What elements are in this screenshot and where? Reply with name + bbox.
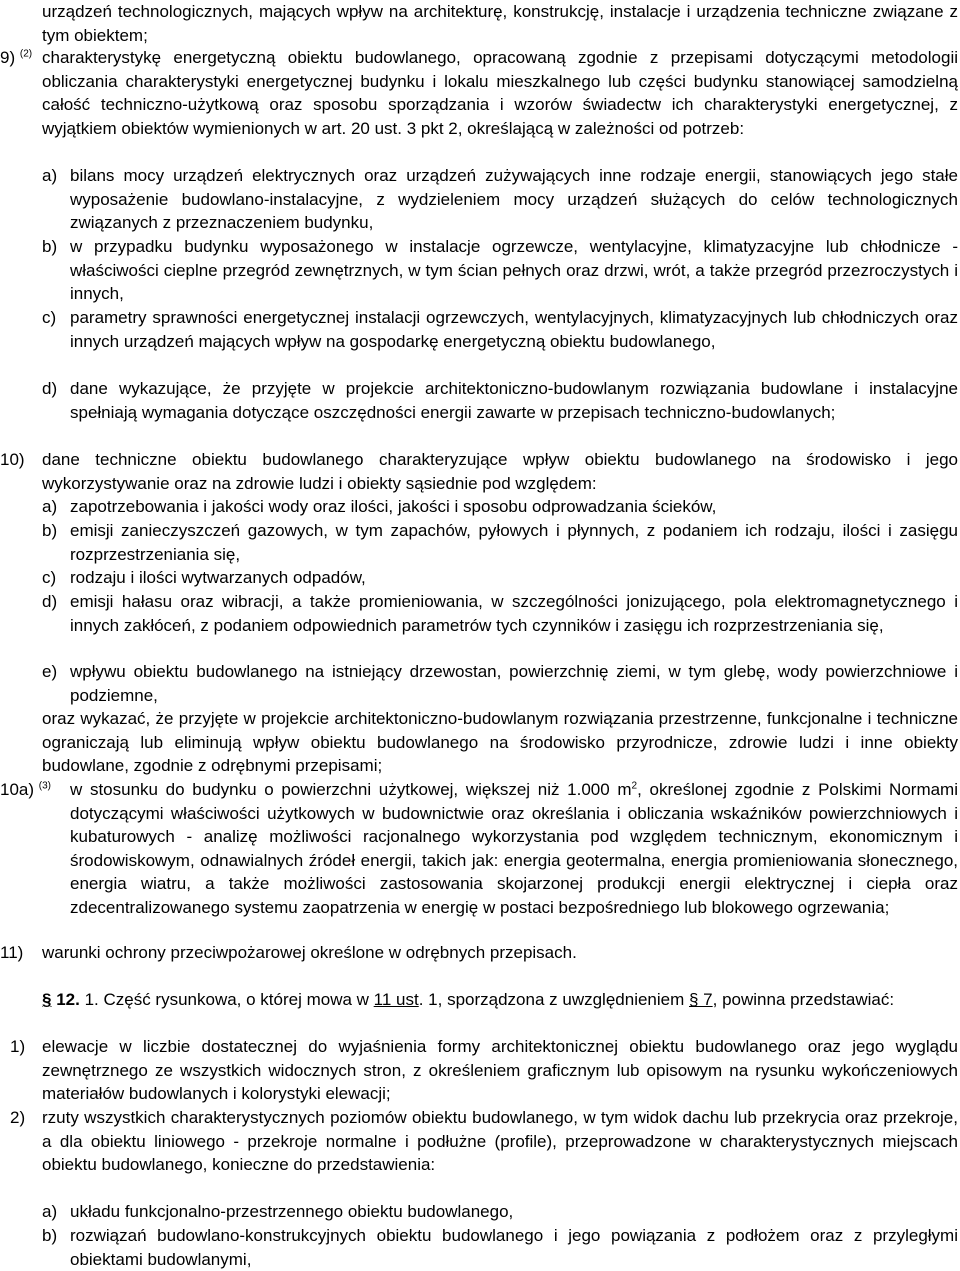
reference-link[interactable]: § 7: [689, 990, 713, 1009]
subitem-text: rodzaju i ilości wytwarzanych odpadów,: [70, 568, 366, 587]
item-text: rzuty wszystkich charakterystycznych poziomów obiektu budowlanego, w tym widok dachu lub przekrycia oraz przekroje, a dla obiektu liniowego - przekroje normalne i podłużne (profile), przeprowadzone w charakterystycznych miejscach obiektu budowlanego, konieczne do przedstawienia:: [42, 1108, 958, 1175]
reference-link[interactable]: 11 ust: [373, 990, 419, 1009]
subitem-text: zapotrzebowania i jakości wody oraz ilości, jakości i sposobu odprowadzania ścieków,: [70, 497, 717, 516]
item-text: warunki ochrony przeciwpożarowej określone w odrębnych przepisach.: [42, 943, 577, 962]
subitem-letter: e): [42, 662, 58, 681]
subitem-letter: d): [42, 379, 58, 398]
item-number: 9) $^{(2)}$: [0, 48, 33, 67]
subitem-text: bilans mocy urządzeń elektrycznych oraz urządzeń zużywających inne rodzaje energii, stanowiących jego stałe wyposażenie budowlano-instalacyjne, z wydzieleniem mocy urządzeń służących do celów technologicznych związanych z przeznaczeniem budynku,: [70, 166, 958, 233]
subitem-text: dane wykazujące, że przyjęte w projekcie architektoniczno-budowlanym rozwiązania budowlane i instalacyjne spełniają wymagania dotyczące oszczędności energii zawarte w przepisach techniczno-budowlanych;: [70, 379, 958, 422]
item-text: elewacje w liczbie dostatecznej do wyjaśnienia formy architektonicznej obiektu budowlanego oraz jego wyglądu zewnętrznego ze wszystkich widocznych stron, z określeniem graficznym lub opisowym na rysunku wykończeniowych materiałów budowlanych i kolorystyki elewacji;: [42, 1037, 958, 1104]
paragraph-text: § 12. 1. Część rysunkowa, o której mowa w 11 ust. 1, sporządzona z uwzględnieniem § 7, powinna przedstawiać:: [42, 990, 895, 1009]
paragraph-text: urządzeń technologicznych, mających wpływ na architekturę, konstrukcję, instalacje i urządzenia techniczne związane z tym obiektem;: [42, 2, 958, 45]
subitem-letter: d): [42, 592, 58, 611]
item-number: 10): [0, 450, 25, 469]
subitem-letter: a): [42, 1202, 58, 1221]
subitem-text: emisji hałasu oraz wibracji, a także promieniowania, w szczególności jonizującego, pola elektromagnetycznego i innych zakłóceń, z podaniem odpowiednich parametrów tych czynników i zasięgu ich rozprzestrzeniania się,: [70, 592, 958, 635]
footnote-marker: (2): [19, 48, 33, 60]
subitem-letter: c): [42, 308, 57, 327]
subitem-text: rozwiązań budowlano-konstrukcyjnych obiektu budowlanego i jego powiązania z podłożem oraz z przyległymi obiektami budowlanymi,: [70, 1226, 958, 1269]
item-number: 10a) $^{(3)}$: [0, 780, 51, 799]
subitem-text: wpływu obiektu budowlanego na istniejący drzewostan, powierzchnię ziemi, w tym glebę, wody powierzchniowe i podziemne,: [70, 662, 958, 705]
paragraph-number: 12.: [56, 990, 80, 1009]
section-sign: §: [42, 990, 52, 1009]
item-text: charakterystykę energetyczną obiektu budowlanego, opracowaną zgodnie z przepisami dotyczącymi metodologii obliczania charakterystyki energetycznej budynku i lokalu mieszkalnego lub części budynku stanowiącej samodzielną całość techniczno-użytkową oraz sposobu sporządzania i wzorów świadectw ich charakterystyki energetycznej, z wyjątkiem obiektów wymienionych w art. 20 ust. 3 pkt 2, określającą w zależności od potrzeb:: [42, 48, 958, 138]
item-text: w stosunku do budynku o powierzchni użytkowej, większej niż 1.000 $m^2$, określonej zgodnie z Polskimi Normami dotyczącymi właściwości użytkowych w budownictwie oraz określania i obliczania wskaźników powierzchniowych i kubaturowych - analizę możliwości racjonalnego wykorzystania pod względem technicznym, ekonomicznym i środowiskowym, odnawialnych źródeł energii, takich jak: energia geotermalna, energia promieniowania słonecznego, energia wiatru, a także możliwości zastosowania skojarzonej produkcji energii elektrycznej i ciepła oraz zdecentralizowanego systemu zaopatrzenia w energię w postaci bezpośredniego lub blokowego ogrzewania;: [70, 780, 958, 917]
subitem-letter: b): [42, 521, 58, 540]
subitem-letter: a): [42, 166, 58, 185]
subitem-text: parametry sprawności energetycznej instalacji ogrzewczych, wentylacyjnych, klimatyzacyjnych lub chłodniczych oraz innych urządzeń mających wpływ na gospodarkę energetyczną obiektu budowlanego,: [70, 308, 958, 351]
subitem-text: układu funkcjonalno-przestrzennego obiektu budowlanego,: [70, 1202, 514, 1221]
subitem-letter: a): [42, 497, 58, 516]
subitem-text: emisji zanieczyszczeń gazowych, w tym zapachów, pyłowych i płynnych, z podaniem ich rodzaju, ilości i zasięgu rozprzestrzeniania się,: [70, 521, 958, 564]
item-number: 1): [10, 1037, 26, 1056]
item-number: 2): [10, 1108, 26, 1127]
subitem-letter: b): [42, 237, 58, 256]
superscript: 2: [631, 780, 638, 792]
subitem-text: w przypadku budynku wyposażonego w instalacje ogrzewcze, wentylacyjne, klimatyzacyjne lub chłodnicze - właściwości cieplne przegród zewnętrznych, w tym ścian pełnych oraz drzwi, wrót, a także przegród przezroczystych i innych,: [70, 237, 958, 304]
footnote-marker: (3): [38, 780, 51, 792]
subitem-letter: c): [42, 568, 57, 587]
subitem-letter: b): [42, 1226, 58, 1245]
item-number: 11): [0, 943, 24, 962]
paragraph-text: oraz wykazać, że przyjęte w projekcie architektoniczno-budowlanym rozwiązania przestrzenne, funkcjonalne i techniczne ograniczają lub eliminują wpływ obiektu budowlanego na środowisko przyrodnicze, zdrowie ludzi i inne obiekty budowlane, zgodnie z odrębnymi przepisami;: [42, 709, 958, 776]
item-text: dane techniczne obiektu budowlanego charakteryzujące wpływ obiektu budowlanego na środowisko i jego wykorzystywanie oraz na zdrowie ludzi i obiekty sąsiednie pod względem:: [42, 450, 958, 493]
